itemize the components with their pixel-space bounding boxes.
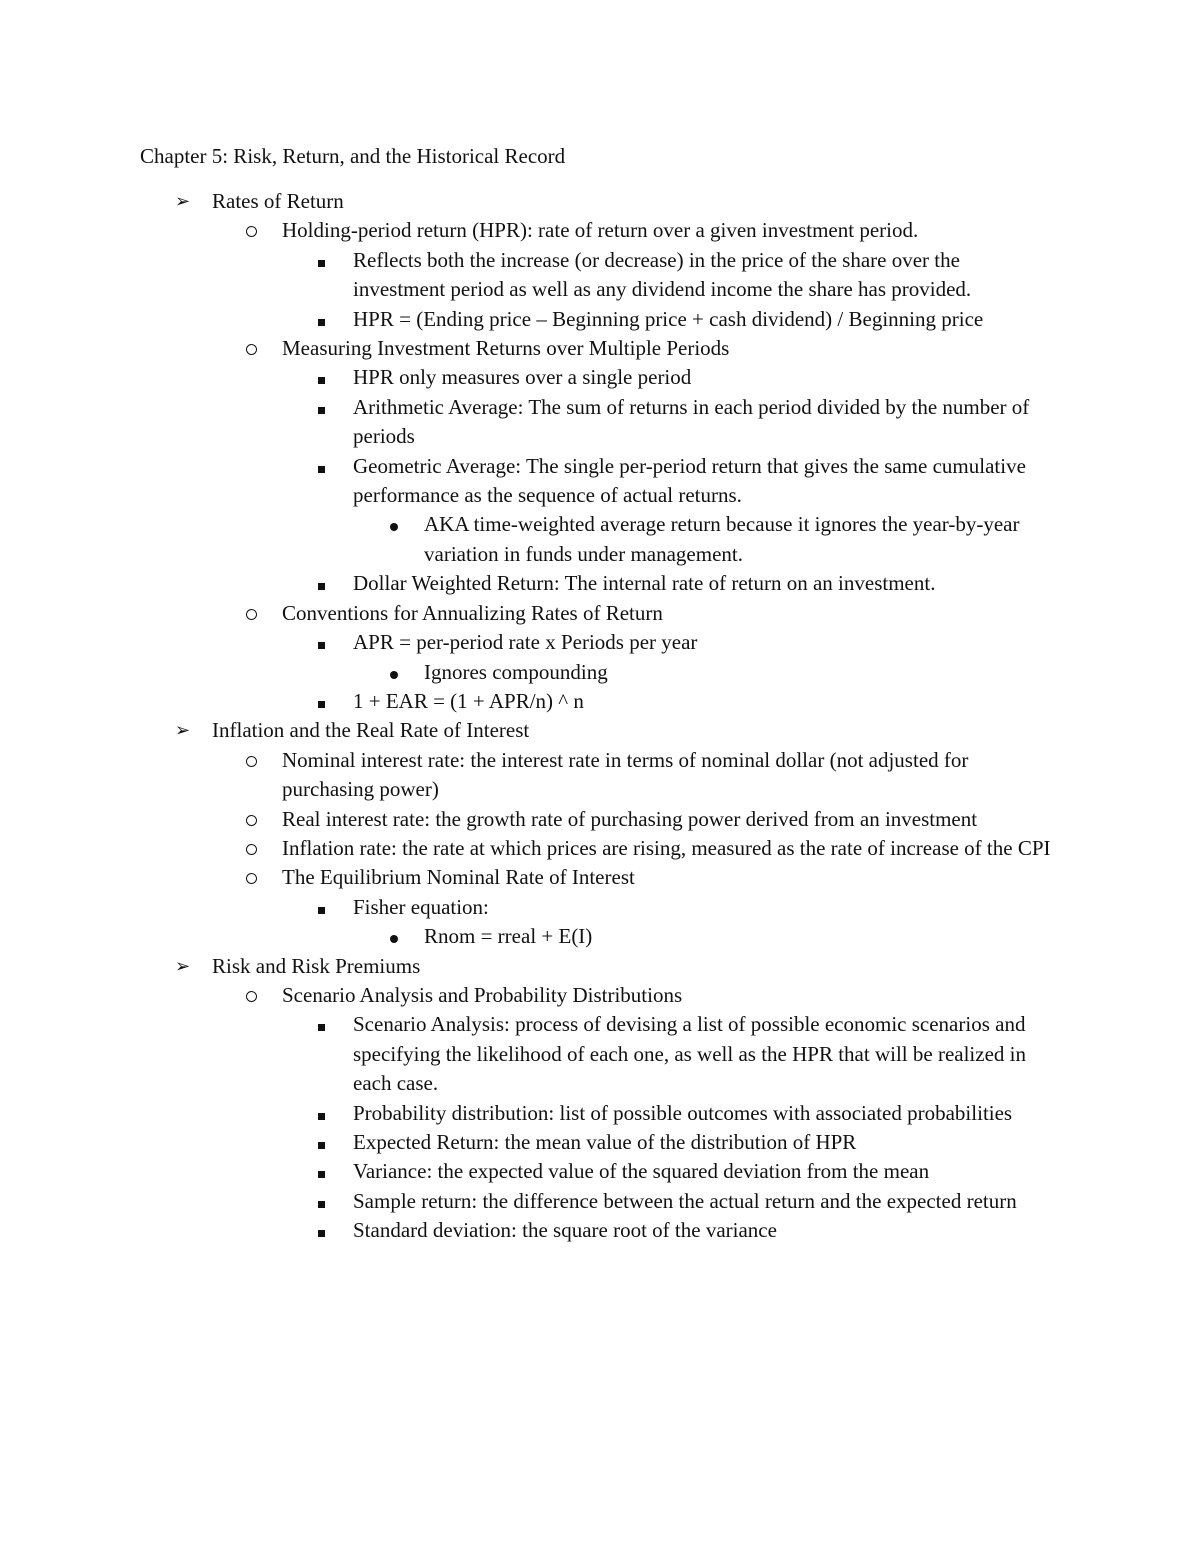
outline-item-text: Scenario Analysis: process of devising a list of possible economic scenarios and specifying the likelihood of each one, as well as the HPR that will be realized in each case. xyxy=(353,1012,1026,1096)
outline-item-level-2 xyxy=(0,599,1052,628)
square-bullet-icon xyxy=(318,305,325,334)
outline-item-text: HPR only measures over a single period xyxy=(353,365,692,390)
outline-item-level-1 xyxy=(0,952,1052,981)
outline-item-text: Real interest rate: the growth rate of purchasing power derived from an investment xyxy=(282,806,978,831)
outline-item-level-3 xyxy=(0,305,1053,334)
square-bullet-icon xyxy=(318,1010,325,1039)
outline-item-text: Holding-period return (HPR): rate of return over a given investment period. xyxy=(282,218,919,243)
outline-item-text: 1 + EAR = (1 + APR/n) ^ n xyxy=(353,688,584,713)
outline-item-level-2 xyxy=(0,981,1052,1010)
outline-item-level-3 xyxy=(0,246,1053,305)
circle-bullet-icon xyxy=(246,599,257,629)
square-bullet-icon xyxy=(318,569,325,598)
circle-bullet-icon xyxy=(246,981,257,1011)
outline-item-text: Arithmetic Average: The sum of returns in each period divided by the number of periods xyxy=(353,394,1030,449)
circle-bullet-icon xyxy=(246,863,257,893)
outline-item-text: Scenario Analysis and Probability Distributions xyxy=(282,982,683,1007)
outline-item-text: Ignores compounding xyxy=(424,659,608,684)
outline-item-level-4 xyxy=(0,658,1054,687)
arrow-bullet-icon: ➢ xyxy=(175,720,191,741)
square-bullet-icon xyxy=(318,687,325,716)
square-bullet-icon xyxy=(318,1157,325,1186)
circle-bullet-icon xyxy=(246,746,257,776)
outline-item-level-2 xyxy=(0,805,1052,834)
arrow-bullet-icon: ➢ xyxy=(175,191,191,211)
outline-item-text: Measuring Investment Returns over Multiple Periods xyxy=(282,336,730,361)
outline-item-text: Inflation rate: the rate at which prices are rising, measured as the rate of increase of the CPI xyxy=(282,835,1051,860)
outline-item-level-1 xyxy=(0,716,1052,745)
outline-item-level-2 xyxy=(0,863,1052,892)
outline-item-text: Fisher equation: xyxy=(353,894,489,919)
circle-bullet-icon xyxy=(246,216,257,246)
circle-bullet-icon xyxy=(246,334,257,364)
outline-item-text: Reflects both the increase (or decrease) in the price of the share over the investment period as well as any dividend income the share has provided. xyxy=(353,247,972,302)
outline-item-text: Risk and Risk Premiums xyxy=(212,953,421,978)
outline-item-text: Rnom = rreal + E(I) xyxy=(424,924,593,949)
outline-item-level-3 xyxy=(0,1010,1053,1098)
outline-item-text: AKA time-weighted average return because it ignores the year-by-year variation in funds under management. xyxy=(424,512,1020,566)
outline-item-level-2 xyxy=(0,216,1052,245)
square-bullet-icon xyxy=(318,1099,325,1128)
outline-item-text: Conventions for Annualizing Rates of Return xyxy=(282,600,663,625)
square-bullet-icon xyxy=(318,246,325,275)
outline-item-level-3 xyxy=(0,1216,1053,1245)
outline-item-level-3 xyxy=(0,393,1053,452)
outline-item-level-3 xyxy=(0,1187,1053,1216)
outline-item-text: Rates of Return xyxy=(212,189,344,213)
outline-item-text: Sample return: the difference between the actual return and the expected return xyxy=(353,1188,1017,1213)
outline-item-text: Nominal interest rate: the interest rate in terms of nominal dollar (not adjusted for purchasing power) xyxy=(282,747,969,802)
outline-item-text: Variance: the expected value of the squared deviation from the mean xyxy=(353,1159,930,1184)
circle-bullet-icon xyxy=(246,805,257,835)
outline-item-text: Dollar Weighted Return: The internal rate of return on an investment. xyxy=(353,571,936,596)
outline-item-level-2 xyxy=(0,834,1052,863)
outline-item-level-3 xyxy=(0,628,1053,657)
square-bullet-icon xyxy=(318,363,325,392)
outline-list xyxy=(0,187,1200,1246)
outline-item-level-4 xyxy=(0,922,1054,951)
square-bullet-icon xyxy=(318,452,325,481)
square-bullet-icon xyxy=(318,393,325,422)
outline-item-level-3 xyxy=(0,452,1053,511)
outline-item-text: The Equilibrium Nominal Rate of Interest xyxy=(282,865,635,890)
outline-item-level-3 xyxy=(0,1157,1053,1186)
outline-item-level-1 xyxy=(0,187,1052,216)
dot-bullet-icon xyxy=(390,922,398,951)
square-bullet-icon xyxy=(318,1187,325,1216)
arrow-bullet-icon: ➢ xyxy=(175,955,191,976)
outline-item-text: Probability distribution: list of possible outcomes with associated probabilities xyxy=(353,1100,1013,1125)
outline-item-level-3 xyxy=(0,893,1053,922)
outline-item-text: APR = per-period rate x Periods per year xyxy=(353,630,698,655)
circle-bullet-icon xyxy=(246,834,257,864)
outline-item-level-4 xyxy=(0,510,1054,569)
outline-item-text: Standard deviation: the square root of the variance xyxy=(353,1218,777,1243)
outline-item-level-3 xyxy=(0,1099,1053,1128)
outline-item-level-3 xyxy=(0,687,1053,716)
square-bullet-icon xyxy=(318,1216,325,1245)
outline-item-text: HPR = (Ending price – Beginning price + cash dividend) / Beginning price xyxy=(353,306,984,331)
outline-item-level-2 xyxy=(0,334,1052,363)
outline-item-text: Geometric Average: The single per-period return that gives the same cumulative performance as the sequence of actual returns. xyxy=(353,453,1026,508)
square-bullet-icon xyxy=(318,893,325,922)
page-title: Chapter 5: Risk, Return, and the Historical Record xyxy=(140,144,566,168)
outline-item-level-3 xyxy=(0,363,1053,392)
outline-item-level-3 xyxy=(0,1128,1053,1157)
dot-bullet-icon xyxy=(390,510,398,539)
square-bullet-icon xyxy=(318,1128,325,1157)
outline-item-level-2 xyxy=(0,746,1052,805)
outline-item-text: Expected Return: the mean value of the distribution of HPR xyxy=(353,1130,857,1154)
outline-item-level-3 xyxy=(0,569,1053,598)
outline-item-text: Inflation and the Real Rate of Interest xyxy=(212,718,530,743)
square-bullet-icon xyxy=(318,628,325,657)
dot-bullet-icon xyxy=(390,658,398,687)
